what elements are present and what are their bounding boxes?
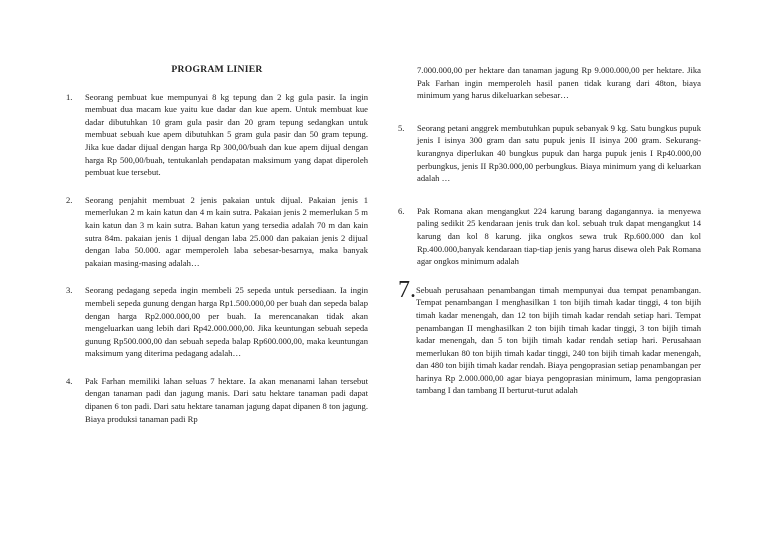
problem-4 bbox=[66, 375, 368, 425]
problem-3 bbox=[66, 284, 368, 360]
problem-number: 4. bbox=[66, 375, 73, 386]
problem-text: Sebuah perusahaan penambangan timah mempunyai dua tempat penambangan. Tempat penambangan I menghasilkan 1 ton bijih timah kadar tinggi, 4 ton bijih timah kadar menengah, dan 12 ton bijih timah kadar rendah setiap hari. Tempat penambangan II menghasilkan 2 ton bijih timah kadar tinggi, 3 ton bijih timah kadar menengah, dan 5 ton bijih timah kadar rendah setiap hari. Perusahaan memerlukan 80 ton bijih timah kadar tinggi, 240 ton bijih timah kadar menengah, dan 480 ton bijih timah kadar rendah. Biaya pengoprasian setiap penambangan per harinya Rp 2.000.000,00 agar biaya pengoprasian minimum, lama pengoprasian tambang I dan tambang II berturut-turut adalah bbox=[416, 284, 701, 396]
problem-4-continuation: 7.000.000,00 per hektare dan tanaman jagung Rp 9.000.000,00 per hektare. Jika Pak Farhan ingin memperoleh hasil panen tidak kurang dari 48ton, biaya minimum yang harus dikeluarkan sebesar… bbox=[417, 65, 701, 101]
document-title: PROGRAM LINIER bbox=[171, 64, 263, 75]
problem-2 bbox=[66, 194, 368, 270]
problem-text: Pak Romana akan mengangkut 224 karung barang dagangannya. ia menyewa paling sedikit 25 kendaraan jenis truk dan kol. sebuah truk dapat mengangkut 14 karung dan kol 8 karung. jika ongkos sewa truk Rp.600.000 dan kol Rp.400.000,banyak kendaraan tiap-tiap jenis yang harus disewa oleh Pak Romana agar ongkos minimum adalah bbox=[417, 205, 701, 267]
problem-number: 7. bbox=[398, 276, 416, 303]
problem-text: Seorang petani anggrek membutuhkan pupuk sebanyak 9 kg. Satu bungkus pupuk jenis I isinya 300 gram dan satu pupuk jenis II isinya 200 gram. Sekurang-kurangnya diperlukan 40 bungkus pupuk dan harga pupuk jenis I Rp40.000,00 perbungkus, jenis II Rp30.000,00 perbungkus. Biaya minimum yang di keluarkan adalah … bbox=[417, 122, 701, 184]
problem-list bbox=[66, 91, 368, 426]
problem-text: Seorang pedagang sepeda ingin membeli 25 sepeda untuk persediaan. Ia ingin membeli sepeda gunung dengan harga Rp1.500.000,00 per buah dan sepeda balap dengan harga Rp2.000.000,00 per buah. Ia merencanakan tidak akan mengeluarkan uang lebih dari Rp42.000.000,00. Jika keuntungan sebuah sepeda gunung Rp500.000,00 dan sebuah sepeda balap Rp600.000,00, maka keuntungan maksimum yang diterima pedagang adalah… bbox=[85, 285, 368, 359]
problem-list-continued bbox=[398, 122, 701, 397]
left-column bbox=[66, 64, 368, 440]
problem-6 bbox=[398, 205, 701, 268]
problem-5 bbox=[398, 122, 701, 185]
problem-number: 6. bbox=[398, 205, 405, 216]
problem-number: 1. bbox=[66, 91, 73, 102]
right-column bbox=[398, 64, 701, 397]
problem-number: 5. bbox=[398, 122, 405, 133]
problem-text: Seorang pembuat kue mempunyai 8 kg tepung dan 2 kg gula pasir. Ia ingin membuat dua macam kue yaitu kue dadar dan kue apem. Untuk membuat kue dadar dibutuhkan 10 gram gula pasir dan 20 gram tepung sedangkan untuk membuat sebuah kue apem dibutuhkan 5 gram gula pasir dan 50 gram tepung. Jika kue dadar dijual dengan harga Rp 300,00/buah dan kue apem dijual dengan harga Rp 500,00/buah, tentukanlah pendapatan maksimum yang dapat diperoleh pembuat kue tersebut. bbox=[85, 91, 368, 178]
problem-1 bbox=[66, 91, 368, 179]
problem-7 bbox=[398, 276, 701, 397]
problem-text: Seorang penjahit membuat 2 jenis pakaian untuk dijual. Pakaian jenis 1 memerlukan 2 m kain katun dan 4 m kain sutra. Pakaian jenis 2 memerlukan 5 m kain katun dan 3 m kain sutra. Bahan katun yang tersedia adalah 70 m dan kain sutra 84m. pakaian jenis 1 dijual dengan laba 25.000 dan pakaian jenis 2 dijual dengan laba 50.000. agar memperoleh laba sebesar-besarnya, maka banyak pakaian masing-masing adalah… bbox=[85, 194, 368, 268]
problem-text: Pak Farhan memiliki lahan seluas 7 hektare. Ia akan menanami lahan tersebut dengan tanaman padi dan jagung manis. Dari satu hektare tanaman padi dapat dipanen 6 ton padi. Dari satu hektare tanaman jagung dapat dipanen 8 ton jagung. Biaya produksi tanaman padi Rp bbox=[85, 375, 368, 424]
problem-number: 3. bbox=[66, 285, 73, 296]
problem-number: 2. bbox=[66, 194, 73, 205]
